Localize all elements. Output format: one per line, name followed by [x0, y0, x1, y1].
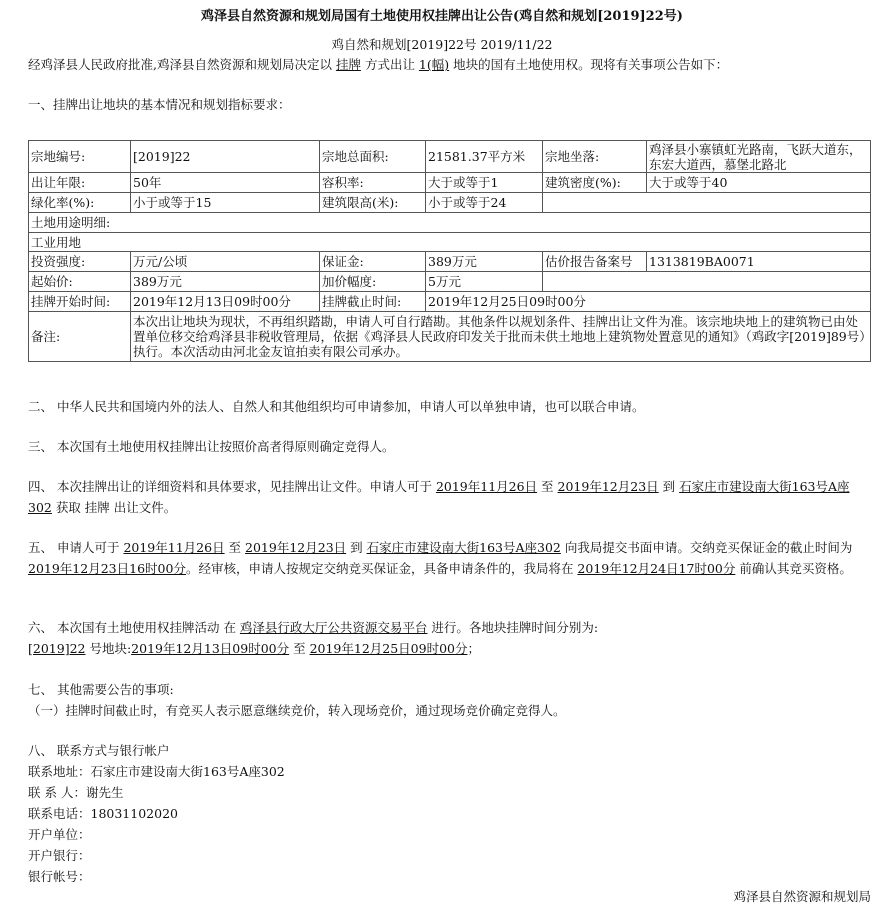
section-6: 六、 本次国有土地使用权挂牌活动 在 鸡泽县行政大厅公共资源交易平台 进行。各地块挂牌时间分别为:	[28, 620, 599, 635]
land-use-detail-label: 土地用途明细:	[29, 213, 871, 233]
s5-place: 石家庄市建设南大街163号A座302	[366, 540, 561, 555]
parcel-no-value: [2019]22	[131, 141, 320, 173]
land-use-value: 工业用地	[29, 233, 871, 252]
s6-end-time: 2019年12月25日09时00分	[309, 641, 468, 656]
s6-parcel-no: [2019]22	[28, 641, 86, 656]
account-number: 银行帐号：	[28, 869, 91, 884]
term-label: 出让年限:	[29, 173, 131, 193]
s4-place: 石家庄市建设南大街163号A座302	[28, 479, 850, 515]
parcel-count: 1(幅)	[418, 57, 450, 72]
start-price-label: 起始价:	[29, 272, 131, 292]
section-5: 五、 申请人可于 2019年11月26日 至 2019年12月23日 到 石家庄市建设南大街163号A座302 向我局提交书面申请。交纳竞买保证金的截止时间为2019年12月23日16时00分。经审核，申请人按规定交纳竞买保证金，具备申请条件的，我局将在 2019年12月24日17时00分 前确认其竞买资格。	[28, 540, 853, 576]
s5-start-date: 2019年11月26日	[123, 540, 225, 555]
investment-label: 投资强度:	[29, 252, 131, 272]
remarks-label: 备注:	[29, 312, 131, 362]
issuer-signature: 鸡泽县自然资源和规划局	[733, 889, 871, 904]
table-row	[29, 213, 871, 233]
section-6-schedule: [2019]22 号地块:2019年12月13日09时00分 至 2019年12月25日09时00分；	[28, 641, 481, 656]
listing-end-value: 2019年12月25日09时00分	[426, 292, 871, 312]
table-row	[29, 193, 871, 213]
contact-address: 联系地址：石家庄市建设南大街163号A座302	[28, 764, 285, 779]
area-value: 21581.37平方米	[426, 141, 543, 173]
green-value: 小于或等于15	[131, 193, 320, 213]
empty-cell	[543, 272, 871, 292]
green-label: 绿化率(%):	[29, 193, 131, 213]
section-4: 四、 本次挂牌出让的详细资料和具体要求，见挂牌出让文件。申请人可于 2019年11月26日 至 2019年12月23日 到 石家庄市建设南大街163号A座302 获取 挂牌 出让文件。	[28, 479, 850, 515]
s6-start-time: 2019年12月13日09时00分	[131, 641, 290, 656]
appraisal-value: 1313819BA0071	[647, 252, 871, 272]
trading-platform: 鸡泽县行政大厅公共资源交易平台	[239, 620, 428, 635]
term-value: 50年	[131, 173, 320, 193]
account-unit: 开户单位：	[28, 827, 91, 842]
s5-end-date: 2019年12月23日	[245, 540, 347, 555]
listing-end-label: 挂牌截止时间:	[320, 292, 426, 312]
section-2: 二、 中华人民共和国境内外的法人、自然人和其他组织均可申请参加，申请人可以单独申请，也可以联合申请。	[28, 399, 645, 414]
table-row	[29, 312, 871, 362]
page-title: 鸡泽县自然资源和规划局国有土地使用权挂牌出让公告(鸡自然和规划[2019]22号)	[201, 9, 683, 24]
contact-phone: 联系电话：18031102020	[28, 806, 178, 821]
height-label: 建筑限高(米):	[320, 193, 426, 213]
account-bank: 开户银行：	[28, 848, 91, 863]
height-value: 小于或等于24	[426, 193, 543, 213]
section-1-heading: 一、挂牌出让地块的基本情况和规划指标要求：	[28, 97, 291, 112]
section-7: 七、 其他需要公告的事项:	[28, 682, 174, 697]
location-value: 鸡泽县小寨镇虹光路南，飞跃大道东，东宏大道西，慕堡北路北	[647, 141, 871, 173]
appraisal-label: 估价报告备案号	[543, 252, 647, 272]
density-label: 建筑密度(%):	[543, 173, 647, 193]
increment-value: 5万元	[426, 272, 543, 292]
deposit-value: 389万元	[426, 252, 543, 272]
s4-end-date: 2019年12月23日	[557, 479, 659, 494]
table-row	[29, 252, 871, 272]
intro-paragraph: 经鸡泽县人民政府批准,鸡泽县自然资源和规划局决定以 挂牌 方式出让 1(幅) 地块的国有土地使用权。现将有关事项公告如下：	[28, 57, 729, 72]
table-row	[29, 141, 871, 173]
section-3: 三、 本次国有土地使用权挂牌出让按照价高者得原则确定竞得人。	[28, 439, 395, 454]
table-row	[29, 233, 871, 252]
table-row	[29, 292, 871, 312]
deposit-deadline: 2019年12月23日16时00分	[28, 561, 186, 576]
investment-value: 万元/公顷	[131, 252, 320, 272]
remarks-value: 本次出让地块为现状，不再组织踏勘，申请人可自行踏勘。其他条件以规划条件、挂牌出让文件为准。该宗地块地上的建筑物已由处置单位移交给鸡泽县非税收管理局，依据《鸡泽县人民政府印发关于批而未供土地地上建筑物处置意见的通知》（鸡政字[2019]89号）执行。本次活动由河北金友谊拍卖有限公司承办。	[131, 312, 871, 362]
s4-start-date: 2019年11月26日	[435, 479, 538, 494]
document-reference: 鸡自然和规划[2019]22号 2019/11/22	[331, 37, 553, 52]
empty-cell	[543, 193, 871, 213]
deposit-label: 保证金:	[320, 252, 426, 272]
contact-person: 联 系 人：谢先生	[28, 785, 124, 800]
listing-start-value: 2019年12月13日09时00分	[131, 292, 320, 312]
far-value: 大于或等于1	[426, 173, 543, 193]
location-label: 宗地坐落:	[543, 141, 647, 173]
parcel-info-table	[28, 140, 871, 362]
start-price-value: 389万元	[131, 272, 320, 292]
transfer-method: 挂牌	[335, 57, 361, 72]
qualification-confirm-time: 2019年12月24日17时00分	[577, 561, 736, 576]
section-8: 八、 联系方式与银行帐户	[28, 743, 170, 758]
listing-start-label: 挂牌开始时间:	[29, 292, 131, 312]
area-label: 宗地总面积:	[320, 141, 426, 173]
section-7-item-1: （一）挂牌时间截止时，有竞买人表示愿意继续竞价，转入现场竞价，通过现场竞价确定竞得人。	[28, 703, 566, 718]
increment-label: 加价幅度:	[320, 272, 426, 292]
table-row	[29, 272, 871, 292]
parcel-no-label: 宗地编号:	[29, 141, 131, 173]
density-value: 大于或等于40	[647, 173, 871, 193]
table-row	[29, 173, 871, 193]
far-label: 容积率:	[320, 173, 426, 193]
